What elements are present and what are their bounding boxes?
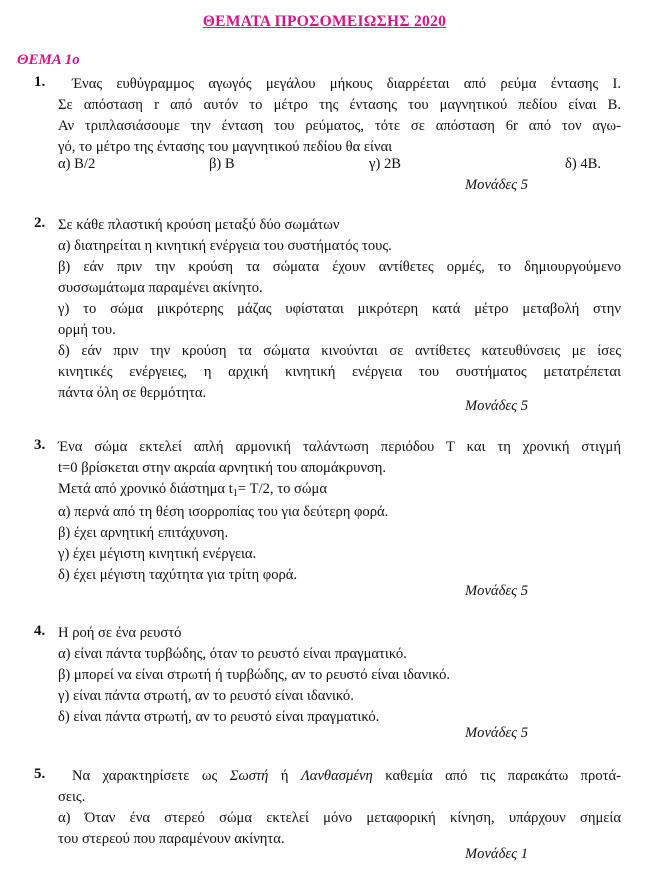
question-text-line: γ) είναι πάντα στρωτή, αν το ρευστό είναι ιδανικό. [58, 688, 354, 704]
text-run-italic: Λανθασμένη [300, 768, 373, 784]
option-d: δ) 4Β. [565, 156, 602, 172]
text-run-italic: Σωστή [229, 768, 269, 784]
question-text-line: α) είναι πάντα τυρβώδης, όταν το ρευστό είναι πραγματικό. [58, 646, 407, 662]
question-text-line: t=0 βρίσκεται στην ακραία αρνητική του απομάκρυνση. [58, 460, 387, 476]
question-text-line: δ) έχει μέγιστη ταχύτητα για τρίτη φορά. [58, 567, 298, 583]
section-heading: ΘΕΜΑ 1ο [17, 52, 80, 68]
question-number: 2. [34, 215, 46, 231]
question-text-line: Ένας ευθύγραμμος αγωγός μεγάλου μήκους διαρρέεται από ρεύμα έντασης Ι. [72, 76, 621, 92]
interval-rest: = Τ/2, το σώμα [237, 481, 327, 497]
question-text-line: α) Όταν ένα στερεό σώμα εκτελεί μόνο μεταφορική κίνηση, υπάρχουν σημεία [58, 810, 621, 826]
interval-subscript: 1 [232, 488, 238, 499]
question-text-line: σεις. [58, 789, 86, 805]
page-title: ΘΕΜΑΤΑ ΠΡΟΣΟΜΕΙΩΣΗΣ 2020 [202, 13, 447, 30]
option-b: β) Β [209, 156, 235, 172]
question-text-line: β) εάν πριν την κρούση τα σώματα έχουν αντίθετες ορμές, το δημιουργούμενο [58, 259, 621, 275]
question-text-line: γ) το σώμα μικρότερης μάζας υφίσταται μικρότερη κατά μέτρο μεταβολή στην [58, 301, 621, 317]
question-text-line: Η ροή σε ένα ρευστό [58, 625, 182, 641]
option-a: α) Β/2 [58, 156, 96, 172]
question-number: 1. [34, 74, 46, 90]
question-text-line: Αν τριπλασιάσουμε την ένταση του ρεύματος, τότε σε απόσταση 6r από τον αγω- [58, 118, 621, 134]
text-run: ή [268, 768, 301, 784]
text-run: Να χαρακτηρίσετε ως [72, 768, 230, 784]
question-text-line: α) περνά από τη θέση ισορροπίας του για δεύτερη φορά. [58, 504, 389, 520]
question-number: 4. [34, 623, 46, 639]
question-text-line: γό, το μέτρο της έντασης του μαγνητικού πεδίου θα είναι [58, 139, 393, 155]
question-text-line: Σε κάθε πλαστική κρούση μεταξύ δύο σωμάτων [58, 217, 340, 233]
question-text-line: Ένα σώμα εκτελεί απλή αρμονική ταλάντωση περιόδου Τ και τη χρονική στιγμή [58, 439, 621, 455]
question-text-line: δ) είναι πάντα στρωτή, αν το ρευστό είναι πραγματικό. [58, 709, 380, 725]
option-c: γ) 2Β [369, 156, 401, 172]
question-text-line [58, 479, 621, 504]
question-text-line [72, 766, 621, 786]
marks-label: Μονάδες 5 [465, 583, 528, 599]
marks-label: Μονάδες 5 [465, 177, 528, 193]
marks-label: Μονάδες 5 [465, 398, 528, 414]
question-text-line: συσσωμάτωμα παραμένει ακίνητο. [58, 280, 263, 296]
text-run: καθεμία από τις παρακάτω προτά- [372, 768, 621, 784]
question-text-line: α) διατηρείται η κινητική ενέργεια του συστήματός τους. [58, 238, 392, 254]
question-text-line: Σε απόσταση r από αυτόν το μέτρο της έντασης του μαγνητικού πεδίου είναι Β. [58, 97, 621, 113]
question-number: 5. [34, 766, 46, 782]
question-number: 3. [34, 437, 46, 453]
question-text-line: ορμή του. [58, 322, 116, 338]
question-text-line: κινητικές ενέργειες, η αρχική κινητική ενέργεια του συστήματος μετατρέπεται [58, 364, 621, 380]
question-text-line: πάντα όλη σε θερμότητα. [58, 385, 207, 401]
marks-label: Μονάδες 5 [465, 725, 528, 741]
question-text-line: γ) έχει μέγιστη κινητική ενέργεια. [58, 546, 257, 562]
question-text-line: δ) εάν πριν την κρούση τα σώματα κινούνται σε αντίθετες κατευθύνσεις με ίσες [58, 343, 621, 359]
question-text-line: β) μπορεί να είναι στρωτή ή τυρβώδης, αν το ρευστό είναι ιδανικό. [58, 667, 451, 683]
question-text-line: β) έχει αρνητική επιτάχυνση. [58, 525, 229, 541]
question-text-line: του στερεού που παραμένουν ακίνητα. [58, 831, 285, 847]
interval-text: Μετά από χρονικό διάστημα t [58, 481, 233, 497]
marks-label: Μονάδες 1 [465, 846, 528, 862]
